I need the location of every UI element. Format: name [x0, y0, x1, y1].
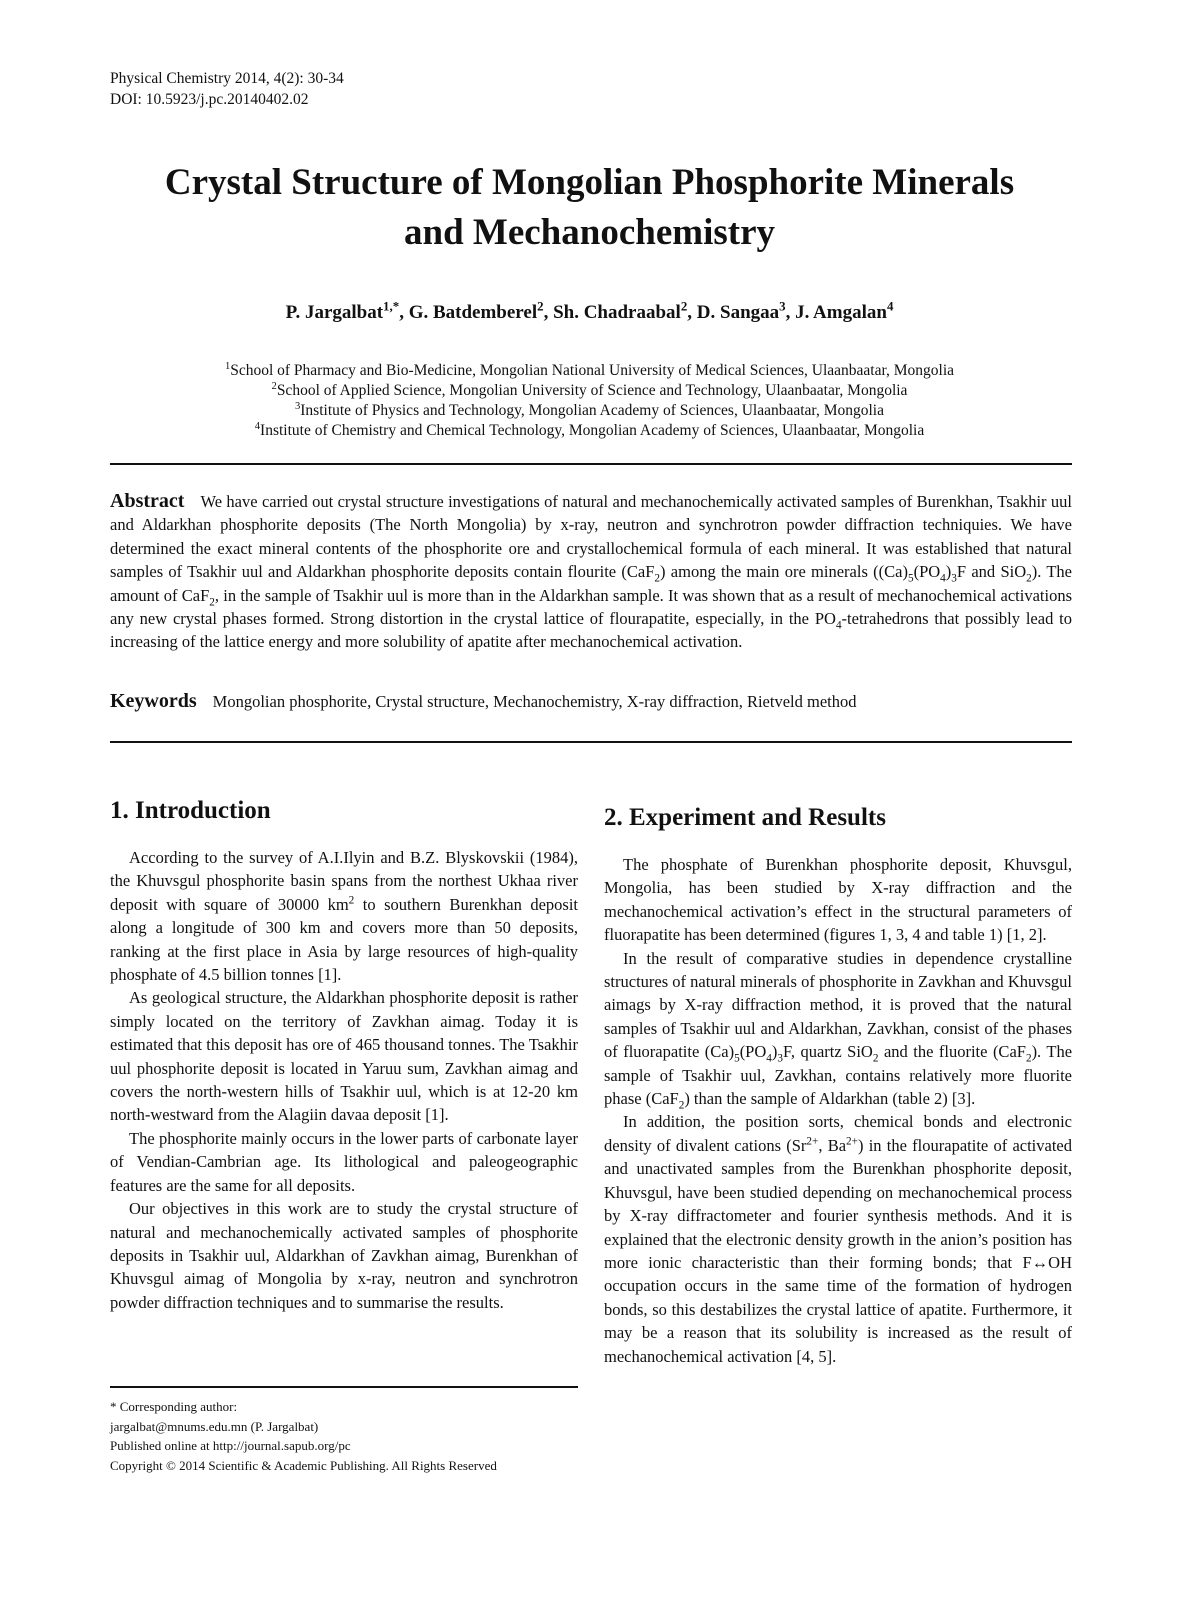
- abstract-text: ). The amount of CaF: [110, 562, 1073, 605]
- affiliation-text: School of Applied Science, Mongolian University of Science and Technology, Ulaanbaatar, Mongolia: [276, 382, 908, 399]
- abstract: [110, 490, 1072, 654]
- footnotes: [110, 1397, 497, 1475]
- paragraph: [110, 846, 578, 986]
- paragraph-text: In the result of comparative studies in dependence crystalline structures of natural minerals of phosphorite in Zavkhan and Khuvsgul aimags by X-ray diffraction method, it is proved that the natural samples of Tsakhir uul and Aldarkhan, Zavkhan, consist of the phases of fluorapatite (Ca): [604, 948, 1072, 1062]
- author-affiliation-mark: 2: [537, 298, 544, 314]
- journal-header: [110, 68, 344, 110]
- author-name: P. Jargalbat: [285, 302, 384, 323]
- abstract-text: , in the sample of Tsakhir uul is more than in the Aldarkhan sample. It was shown that as a result of mechanochemical activations any new crystal phases formed. Strong distortion in the crystal lattice of flourapatite, especially, in the PO: [110, 585, 1072, 629]
- abstract-text: (PO: [913, 562, 941, 582]
- superscript: 2+: [806, 1135, 819, 1148]
- paragraph: The phosphate of Burenkhan phosphorite deposit, Khuvsgul, Mongolia, has been studied by X-ray diffraction and the mechanochemical activation’s effect in the structural parameters of fluorapatite has been determined (figures 1, 3, 4 and table 1) [1, 2].: [604, 855, 1072, 945]
- paragraph: The phosphorite mainly occurs in the lower parts of carbonate layer of Vendian-Cambrian age. Its lithological and paleogeographic features are the same for all deposits.: [110, 1128, 578, 1195]
- author-name: J. Amgalan: [795, 302, 887, 323]
- paragraph: As geological structure, the Aldarkhan phosphorite deposit is rather simply located on the territory of Zavkhan aimag. Today it is estimated that this deposit has ore of 465 thousand tonnes. The Tsakhir uul phosphorite deposit is located in Yaruu sum, Zavkhan aimag and covers the north-western hills of Tsakhir uul, which is at 12-20 km north-westward from the Alagiin davaa deposit [1].: [110, 988, 578, 1125]
- paragraph-text: , Ba: [818, 1135, 847, 1155]
- affiliation-mark: 3: [295, 400, 301, 412]
- abstract-text: F and SiO: [956, 562, 1027, 582]
- affiliation-mark: 1: [224, 360, 231, 372]
- subscript: 3: [951, 572, 957, 585]
- author-name: G. Batdemberel: [408, 302, 538, 323]
- author-affiliation-mark: 1,*: [383, 298, 400, 314]
- author-name: Sh. Chadraabal: [553, 302, 681, 323]
- affiliation-line: [0, 361, 1179, 381]
- keywords-label: Keywords: [110, 690, 197, 712]
- author-affiliation-mark: 4: [886, 298, 894, 314]
- subscript: 2: [209, 595, 215, 608]
- subscript: 5: [907, 572, 914, 585]
- paragraph-text: ) in the flourapatite of activated and unactivated samples from the Burenkhan phosphorite deposit, Khuvsgul, have been studied depending on mechanochemical process by X-ray diffractometer and fourier synthesis methods. And it is explained that the electronic density growth in the anion’s position has more ionic characteristic than their forming bonds; that F↔OH occupation occurs in the same time of the formation of hydrogen bonds, so this destabilizes the crystal lattice of apatite. Furthermore, it may be a reason that its solubility is increased as the result of mechanochemical activation [4, 5].: [604, 1135, 1072, 1366]
- title-line-1: Crystal Structure of Mongolian Phosphorite Minerals: [164, 162, 1015, 203]
- paragraph: Our objectives in this work are to study the crystal structure of natural and mechanochemically activated samples of phosphorite deposits in Tsakhir uul, Aldarkhan of Zavkhan aimag, Burenkhan of Khuvsgul aimag of Mongolia by x-ray, neutron and synchrotron powder diffraction techniques and to summarise the results.: [110, 1199, 578, 1312]
- affiliation-text: School of Pharmacy and Bio-Medicine, Mongolian National University of Medical Sciences, Ulaanbaatar, Mongolia: [230, 362, 955, 379]
- subscript: 3: [777, 1052, 783, 1065]
- published-online: Published online at http://journal.sapub.org/pc: [110, 1438, 351, 1453]
- journal-citation: Physical Chemistry 2014, 4(2): 30-34: [110, 70, 344, 87]
- paragraph-text: ) than the sample of Aldarkhan (table 2) [3].: [684, 1089, 976, 1109]
- author-affiliation-mark: 2: [680, 298, 688, 314]
- paragraph-text: ): [771, 1042, 778, 1062]
- footnote-divider: [110, 1386, 578, 1388]
- paragraph: [604, 1110, 1072, 1367]
- abstract-text: We have carried out crystal structure investigations of natural and mechanochemically activated samples of Burenkhan, Tsakhir uul and Aldarkhan phosphorite deposits (The North Mongolia) by x-ray, neutron and synchrotron powder diffraction techniquies. We have determined the exact mineral contents of the phosphorite ore and crystallochemical formula of each mineral. It was established that natural samples of Tsakhir uul and Aldarkhan phosphorite deposits contain flourite (CaF: [110, 492, 1072, 582]
- experiment-section: [604, 803, 1072, 1368]
- paragraph-text: In addition, the position sorts, chemical bonds and electronic density of divalent cations (Sr: [604, 1112, 1072, 1155]
- abstract-text: -tetrahedrons that possibly lead to increasing of the lattice energy and more solubility of apatite after mechanochemical activation.: [110, 609, 1072, 652]
- subscript: 5: [734, 1052, 740, 1065]
- paragraph: [604, 947, 1072, 1111]
- divider-bottom: [110, 741, 1072, 743]
- affiliation-text: Institute of Chemistry and Chemical Technology, Mongolian Academy of Sciences, Ulaanbaatar, Mongolia: [260, 422, 925, 439]
- superscript: 2+: [846, 1135, 858, 1148]
- paragraph-text: to southern Burenkhan deposit along a longitude of 300 km and covers more than 50 deposits, ranking at the first place in Asia by large resources of high-quality phosphate of 4.5 billion tonnes [1].: [110, 894, 578, 985]
- section-heading: 2. Experiment and Results: [604, 804, 886, 831]
- superscript: 2: [348, 894, 355, 907]
- paragraph-text: ). The sample of Tsakhir uul, Zavkhan, contains relatively more fluorite phase (CaF: [604, 1042, 1073, 1109]
- author-name: D. Sangaa: [696, 302, 780, 323]
- title-line-2: and Mechanochemistry: [404, 212, 775, 253]
- affiliations: [0, 361, 1179, 441]
- affiliation-text: Institute of Physics and Technology, Mongolian Academy of Sciences, Ulaanbaatar, Mongolia: [300, 402, 884, 419]
- paragraph-text: F, quartz SiO: [783, 1042, 873, 1062]
- subscript: 2: [678, 1099, 685, 1112]
- subscript: 4: [940, 572, 946, 585]
- keywords-text: Mongolian phosphorite, Crystal structure, Mechanochemistry, X-ray diffraction, Rietveld method: [212, 692, 857, 711]
- subscript: 4: [766, 1052, 772, 1065]
- abstract-label: Abstract: [110, 490, 185, 512]
- affiliation-line: [0, 381, 1179, 401]
- corresponding-author-label: * Corresponding author:: [110, 1399, 238, 1414]
- author-email: jargalbat@mnums.edu.mn (P. Jargalbat): [110, 1418, 319, 1434]
- subscript: 2: [1026, 572, 1032, 585]
- affiliation-line: [0, 401, 1179, 421]
- abstract-text: ) among the main ore minerals ((Ca): [660, 562, 908, 582]
- introduction-section: [110, 796, 578, 1314]
- paper-title: [0, 158, 1179, 258]
- author-list: P. Jargalbat$^{1,*}$, G. Batdemberel$^2$, Sh. Chadraabal$^2$, D. Sangaa$^3$, J. Amgalan$^4$: [285, 298, 894, 323]
- paragraph-text: and the fluorite (CaF: [878, 1042, 1026, 1062]
- subscript: 4: [835, 619, 842, 632]
- affiliation-mark: 4: [254, 420, 261, 432]
- subscript: 2: [654, 572, 661, 585]
- subscript: 2: [872, 1052, 879, 1065]
- affiliation-line: [0, 421, 1179, 441]
- abstract-text: ): [945, 562, 952, 582]
- copyright-notice: Copyright © 2014 Scientific & Academic Publishing. All Rights Reserved: [110, 1457, 497, 1473]
- keywords: [110, 690, 1072, 713]
- author-affiliation-mark: 3: [779, 298, 786, 314]
- doi-line: DOI: 10.5923/j.pc.20140402.02: [110, 91, 309, 108]
- subscript: 2: [1025, 1052, 1032, 1065]
- divider-top: [110, 463, 1072, 465]
- section-heading: 1. Introduction: [110, 797, 271, 824]
- paragraph-text: According to the survey of A.I.Ilyin and B.Z. Blyskovskii (1984), the Khuvsgul phosphorite basin spans from the northest Ukhaa river deposit with square of 30000 km: [110, 848, 578, 914]
- affiliation-mark: 2: [271, 380, 277, 392]
- paragraph-text: (PO: [739, 1042, 767, 1062]
